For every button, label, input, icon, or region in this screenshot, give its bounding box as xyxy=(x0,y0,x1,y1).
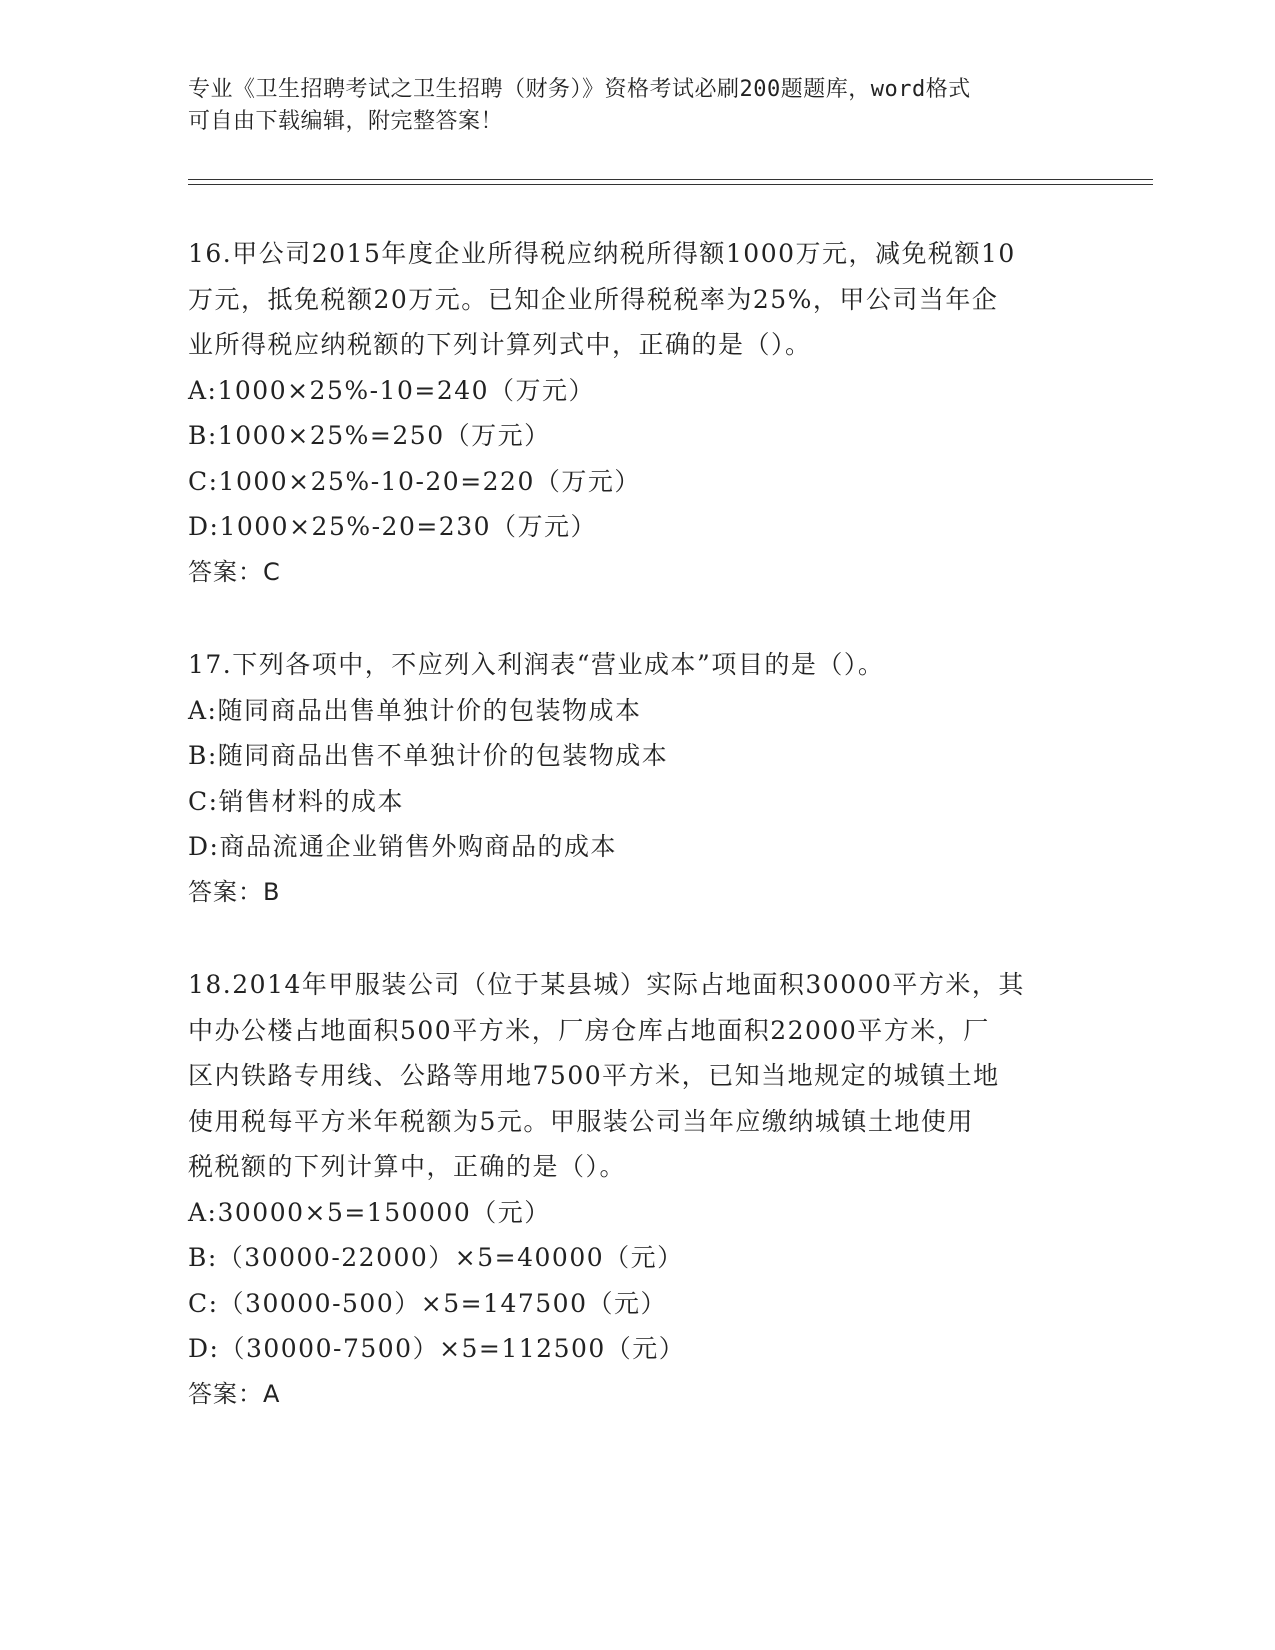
option-d: D:1000×25%-20=230（万元） xyxy=(188,512,598,541)
stem-line: 万元，抵免税额20万元。已知企业所得税税率为25%，甲公司当年企 xyxy=(188,284,999,314)
question-18 xyxy=(188,962,1088,1417)
stem-line: 中办公楼占地面积500平方米，厂房仓库占地面积22000平方米，厂 xyxy=(188,1015,990,1045)
stem-line: 区内铁路专用线、公路等用地7500平方米，已知当地规定的城镇土地 xyxy=(188,1061,1000,1090)
option-c: C:1000×25%-10-20=220（万元） xyxy=(188,466,641,496)
option-c: C:（30000-500）×5=147500（元） xyxy=(188,1288,667,1318)
stem-line: 18.2014年甲服装公司（位于某县城）实际占地面积30000平方米，其 xyxy=(188,970,1025,999)
header-divider-bottom xyxy=(188,184,1153,185)
option-b: B:随同商品出售不单独计价的包装物成本 xyxy=(188,741,669,770)
option-d: D:商品流通企业销售外购商品的成本 xyxy=(188,832,617,861)
header-line-2: 可自由下载编辑，附完整答案！ xyxy=(188,109,504,134)
question-stem xyxy=(188,962,1088,1190)
option-a: A:1000×25%-10=240（万元） xyxy=(188,375,596,405)
stem-line: 税税额的下列计算中，正确的是（）。 xyxy=(188,1152,627,1181)
option-b: B:（30000-22000）×5=40000（元） xyxy=(188,1243,684,1272)
document-header xyxy=(188,74,1088,138)
option-d: D:（30000-7500）×5=112500（元） xyxy=(188,1334,686,1363)
option-a: A:随同商品出售单独计价的包装物成本 xyxy=(188,695,642,725)
stem-line: 使用税每平方米年税额为5元。甲服装公司当年应缴纳城镇土地使用 xyxy=(188,1106,974,1136)
option-a: A:30000×5=150000（元） xyxy=(188,1197,551,1227)
option-b: B:1000×25%=250（万元） xyxy=(188,421,551,450)
option-c: C:销售材料的成本 xyxy=(188,786,405,816)
answer: 答案：C xyxy=(188,557,281,586)
answer: 答案：B xyxy=(188,877,281,906)
stem-line: 16.甲公司2015年度企业所得税应纳税所得额1000万元，减免税额10 xyxy=(188,239,1016,268)
question-stem xyxy=(188,642,1088,688)
stem-line: 业所得税应纳税额的下列计算列式中，正确的是（）。 xyxy=(188,330,812,359)
question-17 xyxy=(188,642,1088,915)
header-line-1: 专业《卫生招聘考试之卫生招聘（财务）》资格考试必刷200题题库，word格式 xyxy=(188,77,971,102)
question-16 xyxy=(188,231,1088,595)
header-divider-top xyxy=(188,179,1153,180)
answer: 答案：A xyxy=(188,1379,281,1408)
question-stem xyxy=(188,231,1088,368)
stem-line: 17.下列各项中，不应列入利润表“营业成本”项目的是（）。 xyxy=(188,650,885,679)
